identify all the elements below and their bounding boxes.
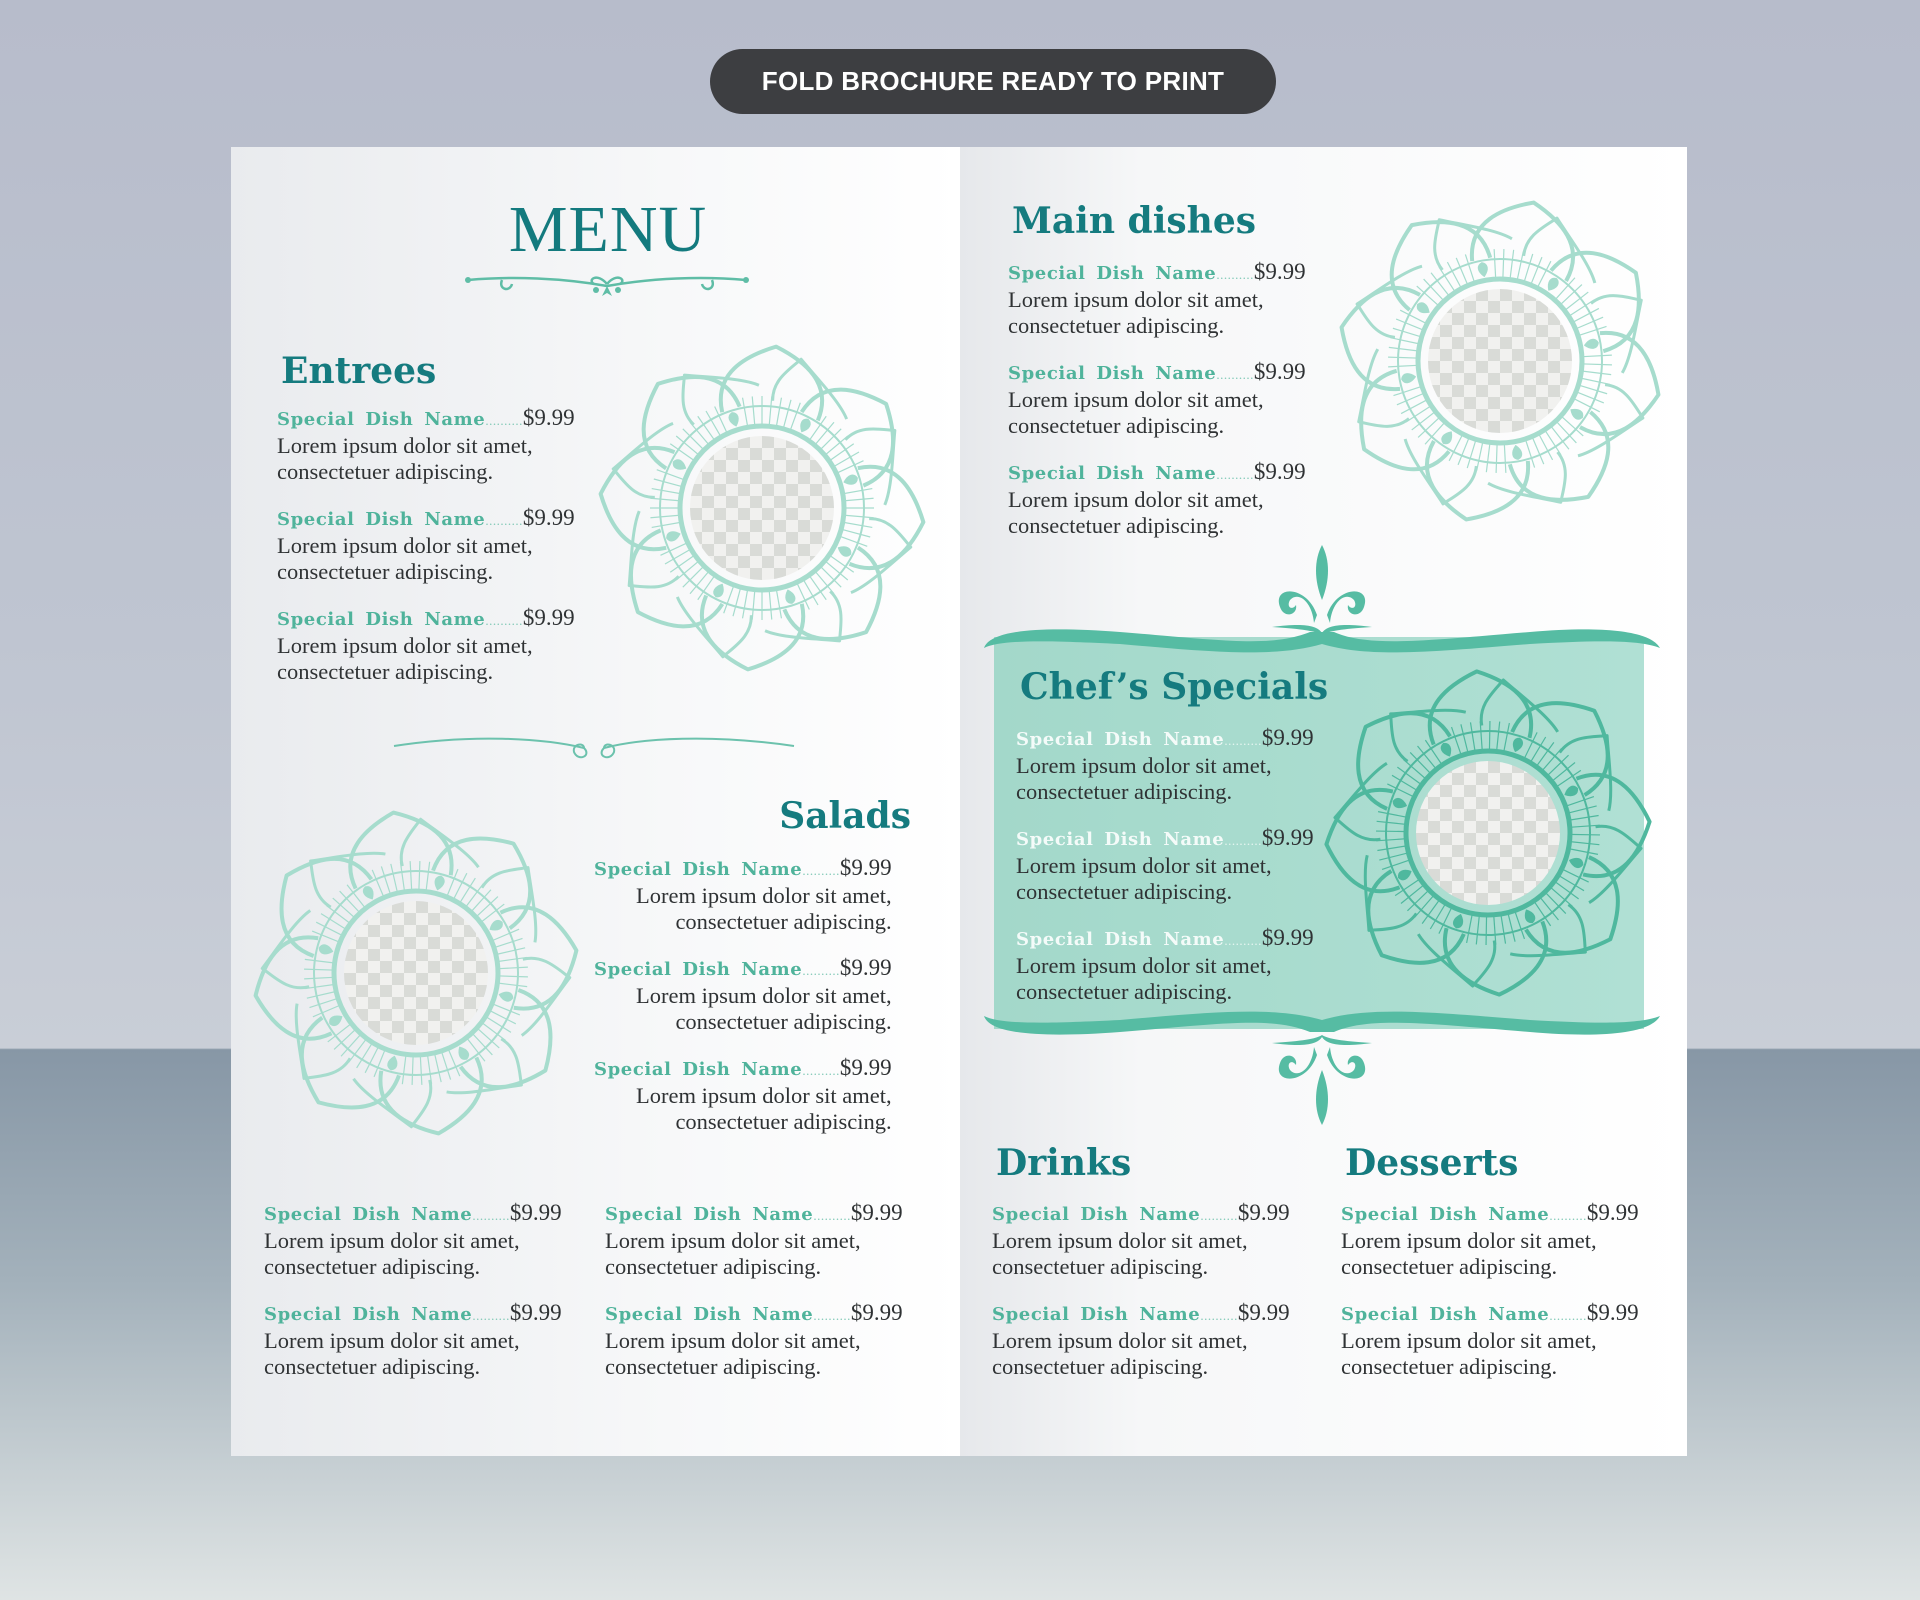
dish-description: Lorem ipsum dolor sit amet, — [277, 633, 533, 658]
dish-description: consectetuer adipiscing. — [264, 1253, 481, 1279]
mandala-photo-frame-main — [1330, 191, 1670, 531]
dish-description: Lorem ipsum dolor sit amet, — [636, 1083, 892, 1108]
menu-item — [1008, 459, 1306, 538]
heading-chefs-specials: Chef’s Specials — [1020, 666, 1329, 708]
dish-name: Special Dish Name — [1016, 929, 1225, 950]
item-name-line — [992, 1300, 1290, 1328]
menu-item — [605, 1200, 903, 1279]
dish-description: consectetuer adipiscing. — [605, 1353, 822, 1379]
item-name-line — [594, 855, 892, 883]
banner-label: FOLD BROCHURE READY TO PRINT — [710, 49, 1276, 114]
dish-description: consectetuer adipiscing. — [1016, 778, 1233, 804]
item-name-line — [1341, 1300, 1639, 1328]
leader-dots: .......... — [802, 963, 840, 978]
menu-item — [1016, 825, 1314, 904]
leader-dots: .......... — [1216, 367, 1254, 382]
dish-description: Lorem ipsum dolor sit amet, — [1016, 753, 1272, 778]
dish-price: $9.99 — [509, 1200, 562, 1225]
dish-name: Special Dish Name — [992, 1304, 1201, 1325]
dish-description: consectetuer adipiscing. — [675, 1108, 892, 1134]
dish-name: Special Dish Name — [992, 1204, 1201, 1225]
dish-description: Lorem ipsum dolor sit amet, — [264, 1228, 520, 1253]
item-name-line — [1016, 925, 1314, 953]
item-name-line — [594, 955, 892, 983]
dish-description: consectetuer adipiscing. — [1008, 512, 1225, 538]
menu-item — [1008, 359, 1306, 438]
leader-dots: .......... — [1216, 267, 1254, 282]
leader-dots: .......... — [1224, 833, 1262, 848]
dish-description: consectetuer adipiscing. — [1341, 1353, 1558, 1379]
item-name-line — [1016, 725, 1314, 753]
dish-description: consectetuer adipiscing. — [675, 1008, 892, 1034]
menu-item — [1341, 1300, 1639, 1379]
dish-description: Lorem ipsum dolor sit amet, — [992, 1328, 1248, 1353]
heading-desserts: Desserts — [1345, 1142, 1519, 1184]
menu-item — [594, 855, 892, 934]
leader-dots: .......... — [1549, 1208, 1587, 1223]
item-name-line — [1008, 459, 1306, 487]
fleur-ornament-bottom — [1262, 1035, 1382, 1125]
dish-name: Special Dish Name — [277, 509, 486, 530]
dish-description: consectetuer adipiscing. — [605, 1253, 822, 1279]
leader-dots: .......... — [485, 413, 523, 428]
item-name-line — [264, 1300, 562, 1328]
item-name-line — [1008, 259, 1306, 287]
dish-description: Lorem ipsum dolor sit amet, — [277, 533, 533, 558]
mandala-photo-frame-entrees — [592, 338, 932, 678]
dish-price: $9.99 — [1237, 1300, 1290, 1325]
section-divider-flourish — [392, 732, 796, 762]
item-name-line — [1341, 1200, 1639, 1228]
dish-price: $9.99 — [1261, 725, 1314, 750]
item-name-line — [277, 605, 575, 633]
item-name-line — [605, 1200, 903, 1228]
menu-item — [277, 405, 575, 484]
dish-name: Special Dish Name — [277, 409, 486, 430]
dish-description: consectetuer adipiscing. — [1016, 878, 1233, 904]
leader-dots: .......... — [1216, 467, 1254, 482]
dish-description: consectetuer adipiscing. — [1016, 978, 1233, 1004]
menu-item — [264, 1200, 562, 1279]
dish-description: consectetuer adipiscing. — [1008, 312, 1225, 338]
dish-name: Special Dish Name — [594, 1059, 803, 1080]
item-name-line — [1008, 359, 1306, 387]
dish-description: Lorem ipsum dolor sit amet, — [636, 883, 892, 908]
leader-dots: .......... — [1224, 733, 1262, 748]
dish-price: $9.99 — [1586, 1300, 1639, 1325]
item-name-line — [277, 405, 575, 433]
dish-name: Special Dish Name — [1008, 463, 1217, 484]
item-name-line — [277, 505, 575, 533]
heading-main-dishes: Main dishes — [1012, 200, 1257, 242]
dish-description: Lorem ipsum dolor sit amet, — [1016, 953, 1272, 978]
dish-description: Lorem ipsum dolor sit amet, — [264, 1328, 520, 1353]
dish-description: consectetuer adipiscing. — [992, 1353, 1209, 1379]
dish-description: Lorem ipsum dolor sit amet, — [605, 1228, 861, 1253]
leader-dots: .......... — [472, 1308, 510, 1323]
dish-price: $9.99 — [1261, 825, 1314, 850]
leader-dots: .......... — [1200, 1308, 1238, 1323]
fleur-ornament-top — [1262, 545, 1382, 635]
dish-price: $9.99 — [1586, 1200, 1639, 1225]
leader-dots: .......... — [472, 1208, 510, 1223]
item-name-line — [605, 1300, 903, 1328]
item-name-line — [264, 1200, 562, 1228]
menu-item — [605, 1300, 903, 1379]
dish-price: $9.99 — [522, 505, 575, 530]
menu-item — [594, 955, 892, 1034]
menu-item — [264, 1300, 562, 1379]
dish-price: $9.99 — [509, 1300, 562, 1325]
dish-description: consectetuer adipiscing. — [277, 458, 494, 484]
dish-name: Special Dish Name — [605, 1304, 814, 1325]
dish-price: $9.99 — [1253, 459, 1306, 484]
dish-description: Lorem ipsum dolor sit amet, — [605, 1328, 861, 1353]
dish-description: consectetuer adipiscing. — [992, 1253, 1209, 1279]
leader-dots: .......... — [1549, 1308, 1587, 1323]
menu-item — [594, 1055, 892, 1134]
dish-name: Special Dish Name — [1341, 1204, 1550, 1225]
dish-name: Special Dish Name — [594, 959, 803, 980]
dish-price: $9.99 — [839, 955, 892, 980]
menu-item — [1016, 725, 1314, 804]
dish-price: $9.99 — [1253, 259, 1306, 284]
menu-item — [992, 1300, 1290, 1379]
dish-name: Special Dish Name — [1008, 263, 1217, 284]
dish-name: Special Dish Name — [264, 1204, 473, 1225]
dish-name: Special Dish Name — [605, 1204, 814, 1225]
dish-description: Lorem ipsum dolor sit amet, — [277, 433, 533, 458]
dish-description: consectetuer adipiscing. — [277, 658, 494, 684]
leader-dots: .......... — [485, 613, 523, 628]
dish-price: $9.99 — [1237, 1200, 1290, 1225]
dish-description: consectetuer adipiscing. — [675, 908, 892, 934]
leader-dots: .......... — [813, 1308, 851, 1323]
dish-description: Lorem ipsum dolor sit amet, — [1008, 287, 1264, 312]
heading-salads: Salads — [779, 795, 911, 837]
dish-name: Special Dish Name — [1016, 829, 1225, 850]
menu-item — [1016, 925, 1314, 1004]
dish-name: Special Dish Name — [1008, 363, 1217, 384]
dish-price: $9.99 — [1261, 925, 1314, 950]
dish-description: Lorem ipsum dolor sit amet, — [1008, 387, 1264, 412]
heading-drinks: Drinks — [996, 1142, 1132, 1184]
dish-description: Lorem ipsum dolor sit amet, — [1341, 1228, 1597, 1253]
leader-dots: .......... — [1224, 933, 1262, 948]
dish-price: $9.99 — [522, 605, 575, 630]
dish-description: Lorem ipsum dolor sit amet, — [1341, 1328, 1597, 1353]
menu-item — [277, 605, 575, 684]
menu-item — [992, 1200, 1290, 1279]
item-name-line — [594, 1055, 892, 1083]
dish-description: Lorem ipsum dolor sit amet, — [1016, 853, 1272, 878]
leader-dots: .......... — [1200, 1208, 1238, 1223]
dish-name: Special Dish Name — [277, 609, 486, 630]
dish-price: $9.99 — [850, 1200, 903, 1225]
dish-description: consectetuer adipiscing. — [277, 558, 494, 584]
menu-item — [277, 505, 575, 584]
dish-price: $9.99 — [850, 1300, 903, 1325]
heading-entrees: Entrees — [281, 350, 437, 392]
menu-item — [1008, 259, 1306, 338]
dish-name: Special Dish Name — [1341, 1304, 1550, 1325]
dish-price: $9.99 — [839, 855, 892, 880]
dish-price: $9.99 — [839, 1055, 892, 1080]
dish-name: Special Dish Name — [264, 1304, 473, 1325]
dish-price: $9.99 — [1253, 359, 1306, 384]
dish-price: $9.99 — [522, 405, 575, 430]
dish-description: Lorem ipsum dolor sit amet, — [636, 983, 892, 1008]
dish-name: Special Dish Name — [594, 859, 803, 880]
item-name-line — [1016, 825, 1314, 853]
dish-name: Special Dish Name — [1016, 729, 1225, 750]
mandala-photo-frame-chefs — [1318, 663, 1658, 1003]
title-flourish — [462, 262, 752, 298]
dish-description: consectetuer adipiscing. — [1341, 1253, 1558, 1279]
menu-title: MENU — [508, 193, 708, 266]
dish-description: Lorem ipsum dolor sit amet, — [1008, 487, 1264, 512]
leader-dots: .......... — [802, 1063, 840, 1078]
mandala-photo-frame-salads — [246, 803, 586, 1143]
leader-dots: .......... — [813, 1208, 851, 1223]
leader-dots: .......... — [802, 863, 840, 878]
item-name-line — [992, 1200, 1290, 1228]
dish-description: consectetuer adipiscing. — [1008, 412, 1225, 438]
dish-description: consectetuer adipiscing. — [264, 1353, 481, 1379]
menu-item — [1341, 1200, 1639, 1279]
dish-description: Lorem ipsum dolor sit amet, — [992, 1228, 1248, 1253]
leader-dots: .......... — [485, 513, 523, 528]
